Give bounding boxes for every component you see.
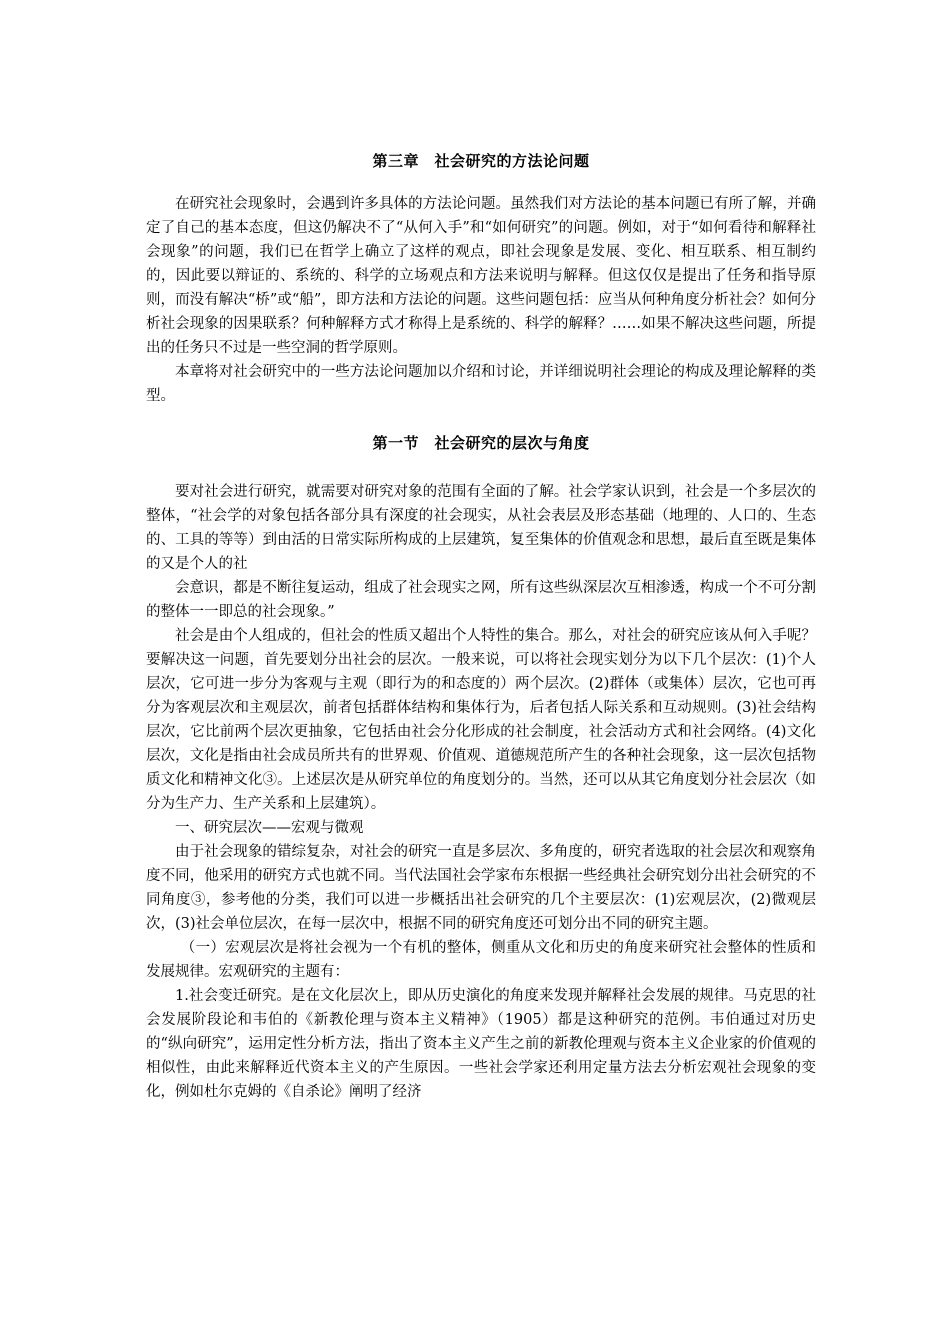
section-title: 第一节 社会研究的层次与角度 (372, 434, 590, 452)
section-paragraph-3: 社会是由个人组成的，但社会的性质又超出个人特性的集合。那么，对社会的研究应该从何入手呢？要解决这一问题，首先要划分出社会的层次。一般来说，可以将社会现实划分为以下几个层次：(1)个人层次，它可进一步分为客观与主观（即行为的和态度的）两个层次。(2)群体（或集体）层次，它也可再分为客观层次和主观层次，前者包括群体结构和集体行为，后者包括人际关系和互动规则。(3)社会结构层次，它比前两个层次更抽象，它包括由社会分化形成的社会制度，社会活动方式和社会网络。(4)文化层次，文化是指由社会成员所共有的世界观、价值观、道德规范所产生的各种社会现象，这一层次包括物质文化和精神文化③。上述层次是从研究单位的角度划分的。当然，还可以从其它角度划分社会层次（如分为生产力、生产关系和上层建筑）。 (146, 628, 816, 812)
section-paragraph-social-change: 1.社会变迁研究。是在文化层次上，即从历史演化的角度来发现并解释社会发展的规律。马克思的社会发展阶段论和韦伯的《新教伦理与资本主义精神》（1905）都是这种研究的范例。韦伯通过对历史的“纵向研究”，运用定性分析方法，指出了资本主义产生之前的新教伦理观与资本主义企业家的价值观的相似性，由此来解释近代资本主义的产生原因。一些社会学家还利用定量方法去分析宏观社会现象的变化，例如杜尔克姆的《自杀论》阐明了经济 (146, 988, 816, 1100)
section-paragraph-4: 由于社会现象的错综复杂，对社会的研究一直是多层次、多角度的，研究者选取的社会层次和观察角度不同，他采用的研究方式也就不同。当代法国社会学家布东根据一些经典社会研究划分出社会研究的不同角度③，参考他的分类，我们可以进一步概括出社会研究的几个主要层次：(1)宏观层次，(2)微观层次，(3)社会单位层次，在每一层次中，根据不同的研究角度还可划分出不同的研究主题。 (146, 844, 816, 932)
intro-paragraph-1: 在研究社会现象时，会遇到许多具体的方法论问题。虽然我们对方法论的基本问题已有所了解，并确定了自己的基本态度，但这仍解决不了“从何入手”和“如何研究”的问题。例如，对于“如何看待和解释社会现象”的问题，我们已在哲学上确立了这样的观点，即社会现象是发展、变化、相互联系、相互制约的，因此要以辩证的、系统的、科学的立场观点和方法来说明与解释。但这仅仅是提出了任务和指导原则，而没有解决“桥”或“船”，即方法和方法论的问题。这些问题包括：应当从何种角度分析社会？如何分析社会现象的因果联系？何种解释方式才称得上是系统的、科学的解释？……如果不解决这些问题，所提出的任务只不过是一些空洞的哲学原则。 (146, 196, 816, 356)
intro-paragraph-2: 本章将对社会研究中的一些方法论问题加以介绍和讨论，并详细说明社会理论的构成及理论解释的类型。 (146, 364, 816, 404)
section-paragraph-macro-level: （一）宏观层次是将社会视为一个有机的整体，侧重从文化和历史的角度来研究社会整体的性质和发展规律。宏观研究的主题有： (146, 940, 816, 980)
section-paragraph-2: 会意识，都是不断往复运动，组成了社会现实之网，所有这些纵深层次互相渗透，构成一个不可分割的整体一一即总的社会现象。” (146, 580, 816, 620)
chapter-title: 第三章 社会研究的方法论问题 (372, 152, 590, 170)
document-page (146, 150, 816, 1104)
section-paragraph-1: 要对社会进行研究，就需要对研究对象的范围有全面的了解。社会学家认识到，社会是一个多层次的整体，“社会学的对象包括各部分具有深度的社会现实，从社会表层及形态基础（地理的、人口的、生态的、工具的等等）到由活的日常实际所构成的上层建筑，复至集体的价值观念和思想，最后直至既是集体的又是个人的社 (146, 484, 816, 572)
subsection-heading-research-levels: 一、研究层次——宏观与微观 (175, 820, 364, 836)
